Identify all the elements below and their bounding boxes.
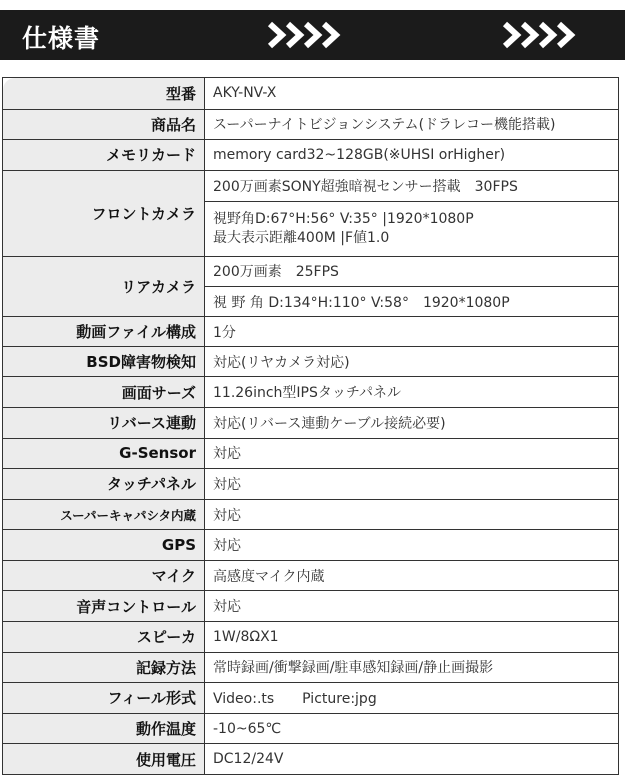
spec-label: フィール形式 bbox=[3, 683, 205, 714]
table-row bbox=[3, 257, 619, 287]
spec-value: 対応(リヤカメラ対応) bbox=[205, 346, 619, 377]
spec-value: DC12/24V bbox=[205, 744, 619, 775]
spec-value: 200万画素 25FPS bbox=[205, 257, 619, 287]
spec-value: Video:.ts Picture:jpg bbox=[205, 683, 619, 714]
spec-label: 使用電圧 bbox=[3, 744, 205, 775]
table-row bbox=[3, 109, 619, 140]
spec-value: -10~65℃ bbox=[205, 713, 619, 744]
table-row bbox=[3, 683, 619, 714]
table-row bbox=[3, 713, 619, 744]
spec-value: 対応 bbox=[205, 499, 619, 530]
spec-label: スピーカ bbox=[3, 622, 205, 653]
spec-value-line: 最大表示距離400M |F値1.0 bbox=[213, 230, 390, 247]
spec-label: メモリカード bbox=[3, 140, 205, 171]
spec-label: 動画ファイル構成 bbox=[3, 317, 205, 347]
spec-value: 高感度マイク内蔵 bbox=[205, 560, 619, 591]
table-row bbox=[3, 438, 619, 469]
spec-label: リアカメラ bbox=[3, 257, 205, 317]
table-row bbox=[3, 530, 619, 561]
spec-label: 動作温度 bbox=[3, 713, 205, 744]
spec-label: 型番 bbox=[3, 78, 205, 110]
spec-label: 商品名 bbox=[3, 109, 205, 140]
spec-value: memory card32~128GB(※UHSI orHigher) bbox=[205, 140, 619, 171]
spec-value: 対応(リバース連動ケーブル接続必要) bbox=[205, 408, 619, 439]
spec-value: 視 野 角 D:134°H:110° V:58° 1920*1080P bbox=[205, 286, 619, 317]
spec-label: BSD障害物検知 bbox=[3, 346, 205, 377]
spec-value: スーパーナイトビジョンシステム(ドラレコー機能搭載) bbox=[205, 109, 619, 140]
spec-label: GPS bbox=[3, 530, 205, 561]
table-row bbox=[3, 346, 619, 377]
spec-table bbox=[2, 77, 619, 775]
spec-value: 対応 bbox=[205, 591, 619, 622]
table-row bbox=[3, 78, 619, 110]
header-banner bbox=[0, 10, 625, 60]
spec-label: スーパーキャパシタ内蔵 bbox=[3, 499, 205, 530]
spec-value: 常時録画/衝撃録画/駐車感知録画/静止画撮影 bbox=[205, 652, 619, 683]
table-row bbox=[3, 499, 619, 530]
spec-value-line: 視野角D:67°H:56° V:35° |1920*1080P bbox=[213, 211, 474, 228]
spec-label: 音声コントロール bbox=[3, 591, 205, 622]
spec-label: マイク bbox=[3, 560, 205, 591]
spec-label: G-Sensor bbox=[3, 438, 205, 469]
table-row bbox=[3, 317, 619, 347]
spec-value: 対応 bbox=[205, 530, 619, 561]
spec-label: リバース連動 bbox=[3, 408, 205, 439]
chevrons-right-icon bbox=[268, 20, 358, 50]
spec-label: 記録方法 bbox=[3, 652, 205, 683]
spec-value bbox=[205, 202, 619, 257]
page-title: 仕様書 bbox=[22, 24, 101, 53]
spec-label: フロントカメラ bbox=[3, 170, 205, 256]
spec-value: 1分 bbox=[205, 317, 619, 347]
spec-label: タッチパネル bbox=[3, 469, 205, 500]
table-row bbox=[3, 744, 619, 775]
table-row bbox=[3, 591, 619, 622]
table-row bbox=[3, 560, 619, 591]
table-row bbox=[3, 622, 619, 653]
chevrons-right-icon bbox=[503, 20, 593, 50]
spec-label: 画面サーズ bbox=[3, 377, 205, 408]
spec-value: 11.26inch型IPSタッチパネル bbox=[205, 377, 619, 408]
spec-value: AKY-NV-X bbox=[205, 78, 619, 110]
spec-value: 200万画素SONY超強暗視センサー搭載 30FPS bbox=[205, 170, 619, 202]
table-row bbox=[3, 140, 619, 171]
table-row bbox=[3, 469, 619, 500]
table-row bbox=[3, 652, 619, 683]
table-row bbox=[3, 170, 619, 202]
spec-value: 対応 bbox=[205, 469, 619, 500]
spec-value: 1W/8ΩX1 bbox=[205, 622, 619, 653]
table-row bbox=[3, 408, 619, 439]
table-row bbox=[3, 377, 619, 408]
spec-value: 対応 bbox=[205, 438, 619, 469]
